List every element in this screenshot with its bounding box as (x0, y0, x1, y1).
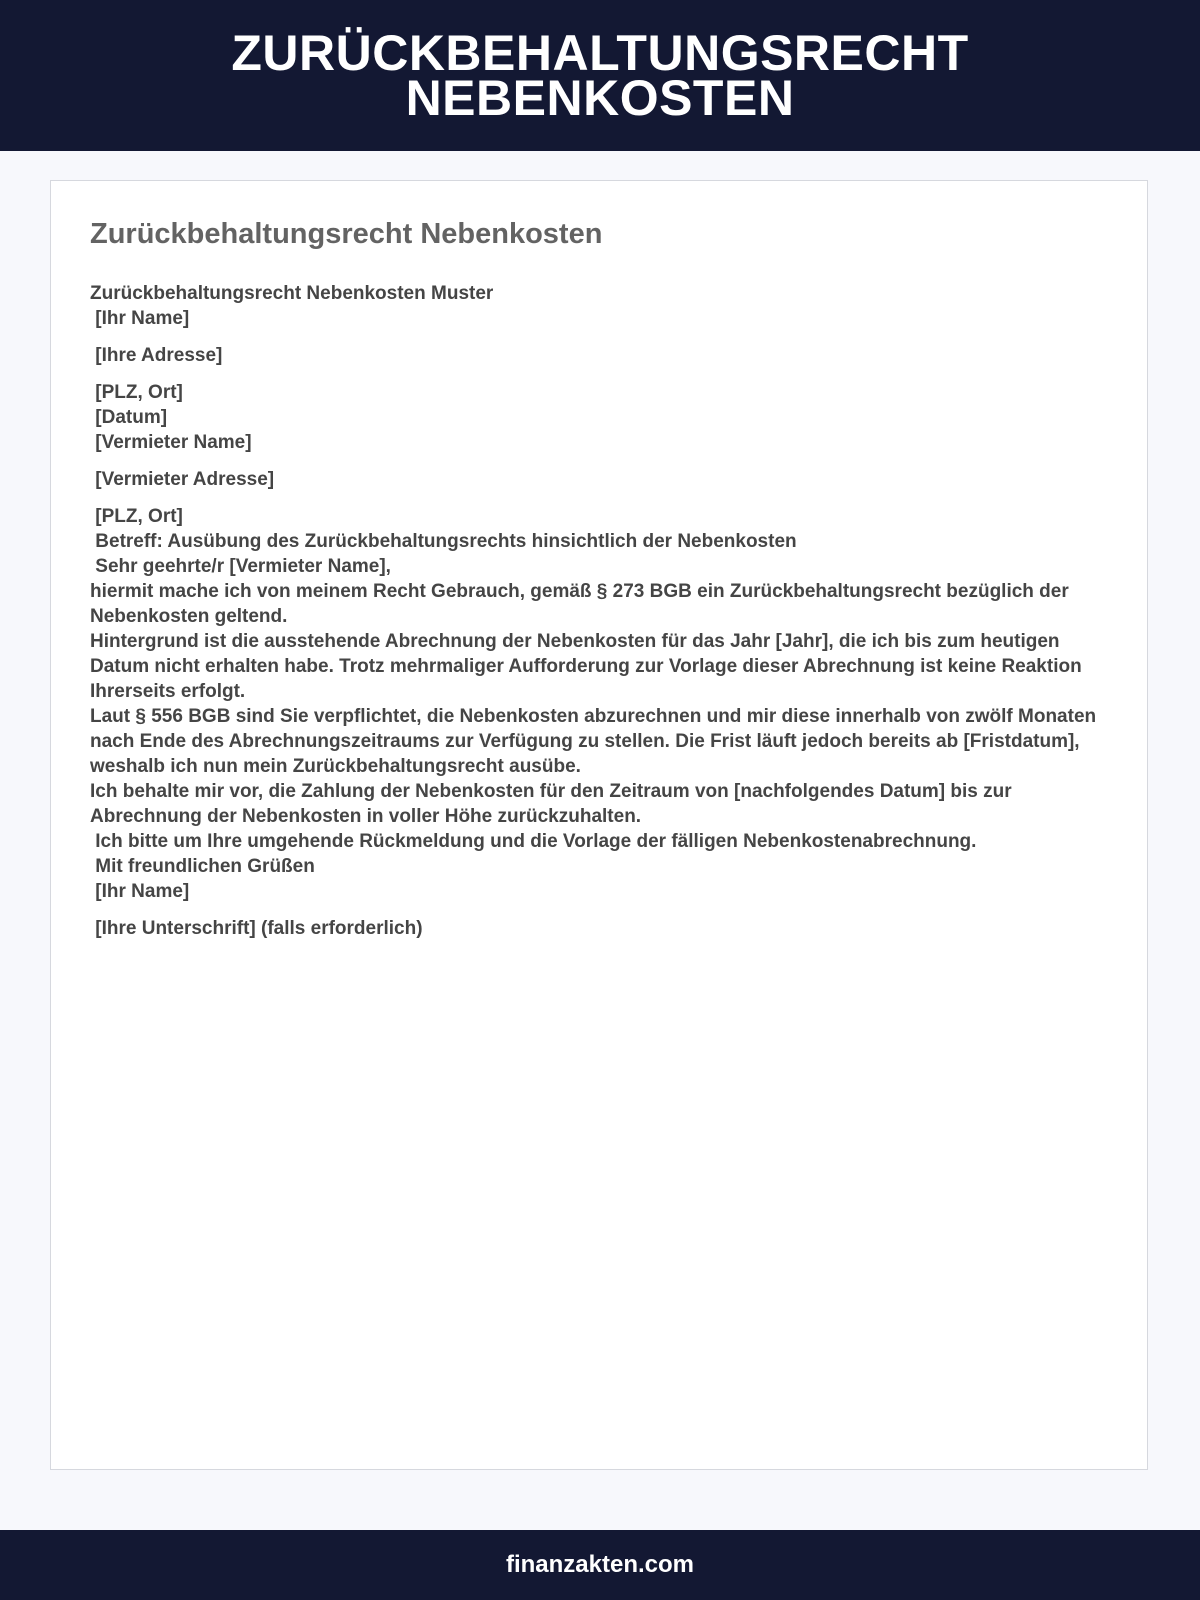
document-body (90, 281, 1110, 941)
recipient-city: [PLZ, Ort] (90, 506, 183, 527)
page-footer (0, 1530, 1200, 1600)
letter-closing: Mit freundlichen Grüßen (90, 856, 315, 877)
page-title-line-1: ZURÜCKBEHALTUNGSRECHT (231, 24, 969, 81)
recipient-address: [Vermieter Adresse] (90, 469, 275, 490)
page-title-line-2: NEBENKOSTEN (405, 69, 795, 126)
letter-request: Ich bitte um Ihre umgehende Rückmeldung und die Vorlage der fälligen Nebenkostenabrechnung. (90, 831, 977, 852)
letter-subject: Betreff: Ausübung des Zurückbehaltungsrechts hinsichtlich der Nebenkosten (90, 531, 797, 552)
letter-paragraph-2: Hintergrund ist die ausstehende Abrechnung der Nebenkosten für das Jahr [Jahr], die ich bis zum heutigen Datum nicht erhalten habe. Trotz mehrmaliger Aufforderung zur Vorlage dieser Abrechnung ist keine Reaktion Ihrerseits erfolgt. (90, 631, 1087, 702)
letter-paragraph-3: Laut § 556 BGB sind Sie verpflichtet, die Nebenkosten abzurechnen und mir diese innerhalb von zwölf Monaten nach Ende des Abrechnungszeitraums zur Verfügung zu stellen. Die Frist läuft jedoch bereits ab [Fristdatum], weshalb ich nun mein Zurückbehaltungsrecht ausübe. (90, 706, 1102, 777)
letter-salutation: Sehr geehrte/r [Vermieter Name], (90, 556, 391, 577)
letter-paragraph-4: Ich behalte mir vor, die Zahlung der Nebenkosten für den Zeitraum von [nachfolgendes Datum] bis zur Abrechnung der Nebenkosten in voller Höhe zurückzuhalten. (90, 781, 1017, 827)
page-title (231, 24, 969, 126)
signature-line: [Ihre Unterschrift] (falls erforderlich) (90, 918, 423, 939)
sender-name: [Ihr Name] (90, 308, 190, 329)
sender-city: [PLZ, Ort] (90, 382, 183, 403)
document-card (50, 180, 1148, 1470)
document-title: Zurückbehaltungsrecht Nebenkosten (90, 218, 603, 250)
page-header (0, 0, 1200, 151)
signature-name: [Ihr Name] (90, 881, 190, 902)
recipient-name: [Vermieter Name] (90, 432, 252, 453)
document-subtitle: Zurückbehaltungsrecht Nebenkosten Muster (90, 283, 494, 304)
letter-paragraph-1: hiermit mache ich von meinem Recht Gebrauch, gemäß § 273 BGB ein Zurückbehaltungsrecht bezüglich der Nebenkosten geltend. (90, 581, 1075, 627)
letter-date: [Datum] (90, 407, 168, 428)
sender-address: [Ihre Adresse] (90, 345, 223, 366)
footer-site-name: finanzakten.com (505, 1551, 695, 1578)
